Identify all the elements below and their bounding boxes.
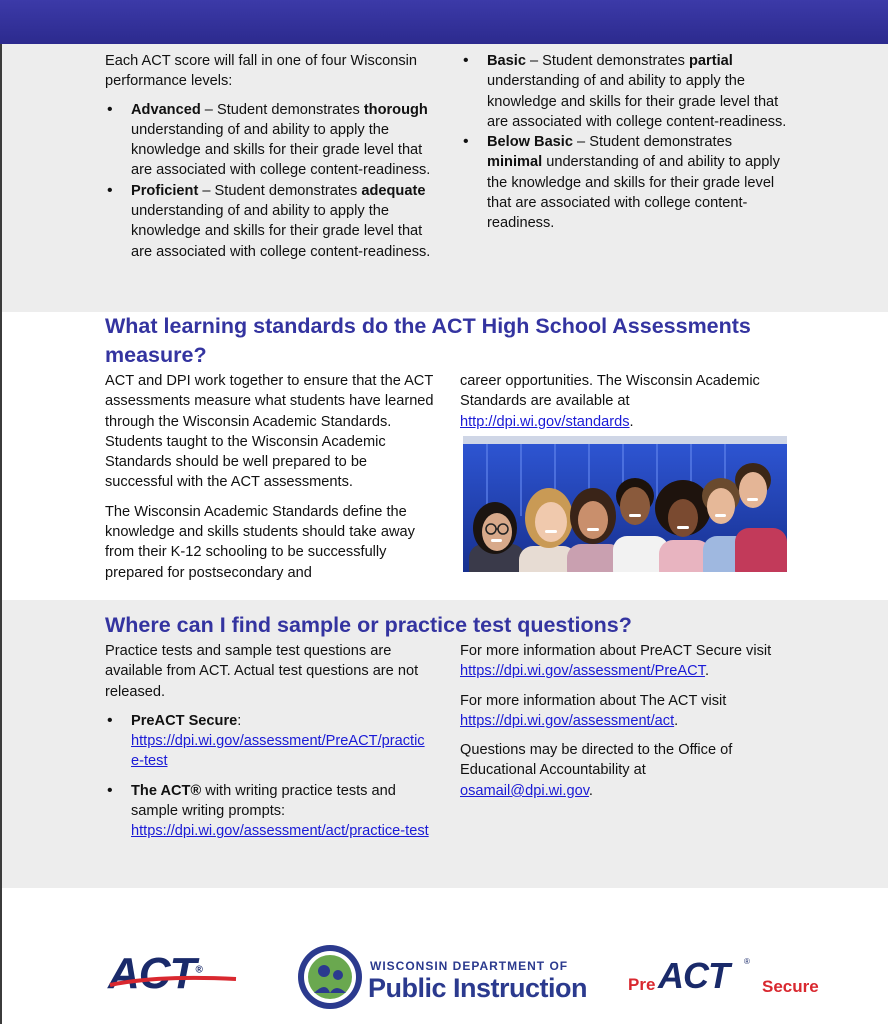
level-basic: • Basic – Student demonstrates partial understanding of and ability to apply the knowledge and skills for their grade level that are associated with college content-readiness. <box>463 52 787 130</box>
act-practice-link[interactable]: https://dpi.wi.gov/assessment/act/practice-test <box>131 823 429 840</box>
standards-right <box>460 371 790 432</box>
practice-right <box>460 641 780 801</box>
dpi-logo-line2: Public Instruction <box>368 973 588 1003</box>
level-below-basic: • Below Basic – Student demonstrates minimal understanding of and ability to apply the knowledge and skills for their grade level that are associated with college content-readiness. <box>463 133 780 232</box>
act-info: For more information about The ACT visit https://dpi.wi.gov/assessment/act. <box>460 692 727 729</box>
practice-item-preact: • PreACT Secure: https://dpi.wi.gov/assessment/PreACT/practice-test <box>107 711 425 770</box>
level-proficient: • Proficient – Student demonstrates adequate understanding of and ability to apply the knowledge and skills for their grade level that are associated with college content-readiness. <box>107 181 431 260</box>
standards-heading: What learning standards do the ACT High School Assessments measure? <box>105 314 751 367</box>
preact-info-link[interactable]: https://dpi.wi.gov/assessment/PreACT <box>460 663 705 680</box>
dpi-logo-line1: WISCONSIN DEPARTMENT OF <box>370 959 569 973</box>
practice-left <box>105 641 430 842</box>
preact-practice-link[interactable]: https://dpi.wi.gov/assessment/PreACT/practice-test <box>131 733 425 770</box>
performance-levels-intro: Each ACT score will fall in one of four Wisconsin performance levels: <box>105 53 418 90</box>
practice-item-act: • The ACT® with writing practice tests and sample writing prompts: https://dpi.wi.gov/assessment/act/practice-test <box>107 781 429 840</box>
act-info-link[interactable]: https://dpi.wi.gov/assessment/act <box>460 712 675 729</box>
performance-levels-right <box>461 51 791 234</box>
top-banner <box>0 0 888 44</box>
performance-levels-left <box>105 51 435 262</box>
standards-link[interactable]: http://dpi.wi.gov/standards <box>460 413 630 430</box>
dpi-logo <box>296 935 596 1015</box>
standards-paragraph-2-continued: career opportunities. The Wisconsin Academic Standards are available at http://dpi.wi.gov/standards. <box>460 373 760 430</box>
standards-left <box>105 371 435 583</box>
level-advanced: • Advanced – Student demonstrates thorough understanding of and ability to apply the knowledge and skills for their grade level that are associated with college content-readiness. <box>107 100 431 179</box>
practice-heading: Where can I find sample or practice test questions? <box>105 613 632 637</box>
students-photo <box>463 436 787 572</box>
act-swoosh-icon <box>108 971 238 991</box>
preact-info: For more information about PreACT Secure visit https://dpi.wi.gov/assessment/PreACT. <box>460 643 772 680</box>
practice-intro: Practice tests and sample test questions are available from ACT. Actual test questions are not released. <box>105 643 419 700</box>
dpi-seal-icon <box>296 943 364 1011</box>
preact-secure-logo: Pre ACT ® Secure <box>628 955 819 996</box>
contact-info: Questions may be directed to the Office of Educational Accountability at osamail@dpi.wi.gov. <box>460 742 733 799</box>
students-photo-illustration <box>463 436 787 572</box>
standards-paragraph-1: ACT and DPI work together to ensure that the ACT assessments measure what students have learned through the Wisconsin Academic Standards. Students taught to the Wisconsin Academic Standards should be well prepared to be successful with the ACT assessments. <box>105 373 434 491</box>
standards-paragraph-2: The Wisconsin Academic Standards define the knowledge and skills students should take away from their K-12 schooling to be successfully prepared for postsecondary and <box>105 503 415 581</box>
act-logo: ACT® <box>108 935 248 1015</box>
contact-email-link[interactable]: osamail@dpi.wi.gov <box>460 782 589 799</box>
